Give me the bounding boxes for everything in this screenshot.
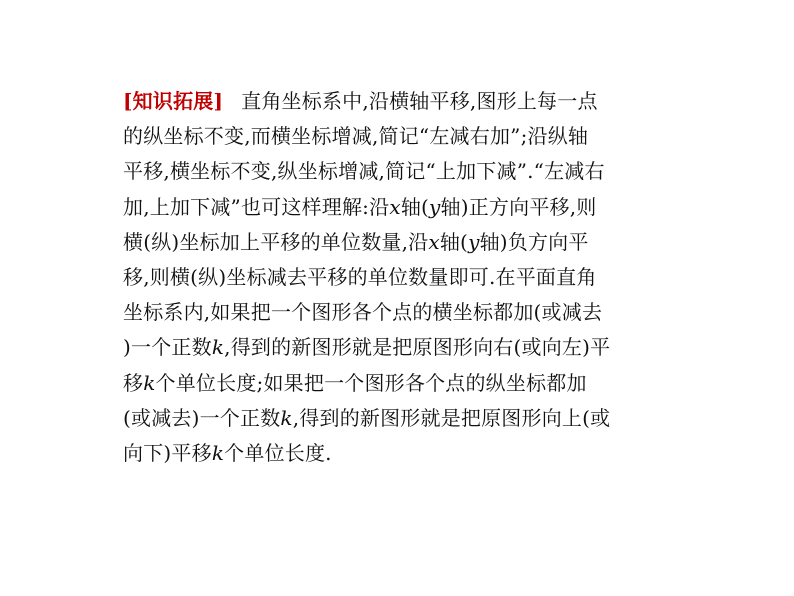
text-line (123, 260, 683, 295)
text-segment: ,得到的新图形就是把原图形向右(或向左)平 (224, 335, 611, 360)
variable-text: y (468, 229, 480, 254)
text-segment: 个单位长度. (224, 440, 332, 465)
text-segment: 的纵坐标不变,而横坐标增减,简记“左减右加”;沿纵轴 (123, 124, 589, 149)
text-segment: 轴( (439, 229, 469, 254)
text-segment: 轴)正方向平移,则 (440, 194, 597, 219)
text-segment: (或减去)一个正数 (123, 405, 281, 430)
text-segment: 直角坐标系中,沿横轴平移,图形上每一点 (241, 89, 598, 113)
variable-text: x (389, 194, 401, 219)
text-line (123, 436, 683, 471)
text-line (123, 295, 683, 330)
text-segment: ,得到的新图形就是把原图形向上(或 (292, 405, 611, 430)
variable-text: k (211, 440, 225, 465)
text-segment: 个单位长度;如果把一个图形各个点的纵坐标都加 (155, 370, 587, 395)
variable-text: x (428, 229, 440, 254)
variable-text: k (211, 335, 225, 360)
knowledge-extension-paragraph (123, 84, 683, 471)
section-tag: [知识拓展] (123, 89, 224, 113)
text-segment: 向下)平移 (123, 440, 212, 465)
text-segment: 移,则横(纵)坐标减去平移的单位数量即可.在平面直角 (123, 264, 597, 289)
text-segment: 坐标系内,如果把一个图形各个点的横坐标都加(或减去 (123, 300, 603, 325)
variable-text: y (429, 194, 441, 219)
variable-text: k (280, 405, 293, 430)
text-line (123, 225, 683, 260)
variable-text: k (143, 370, 156, 395)
text-line (123, 330, 683, 365)
text-line (123, 190, 683, 225)
text-segment: 平移,横坐标不变,纵坐标增减,简记“上加下减”.“左减右 (123, 159, 605, 184)
text-segment: 轴( (400, 194, 430, 219)
text-line (123, 119, 683, 154)
text-line (123, 84, 683, 119)
text-line (123, 366, 683, 401)
text-line (123, 154, 683, 189)
text-line (123, 401, 683, 436)
text-segment: 移 (123, 370, 144, 395)
text-segment: 横(纵)坐标加上平移的单位数量,沿 (123, 229, 429, 254)
text-segment: 轴)负方向平 (479, 229, 589, 254)
text-segment: 加,上加下减”也可这样理解:沿 (123, 194, 390, 219)
text-segment: )一个正数 (123, 335, 212, 360)
